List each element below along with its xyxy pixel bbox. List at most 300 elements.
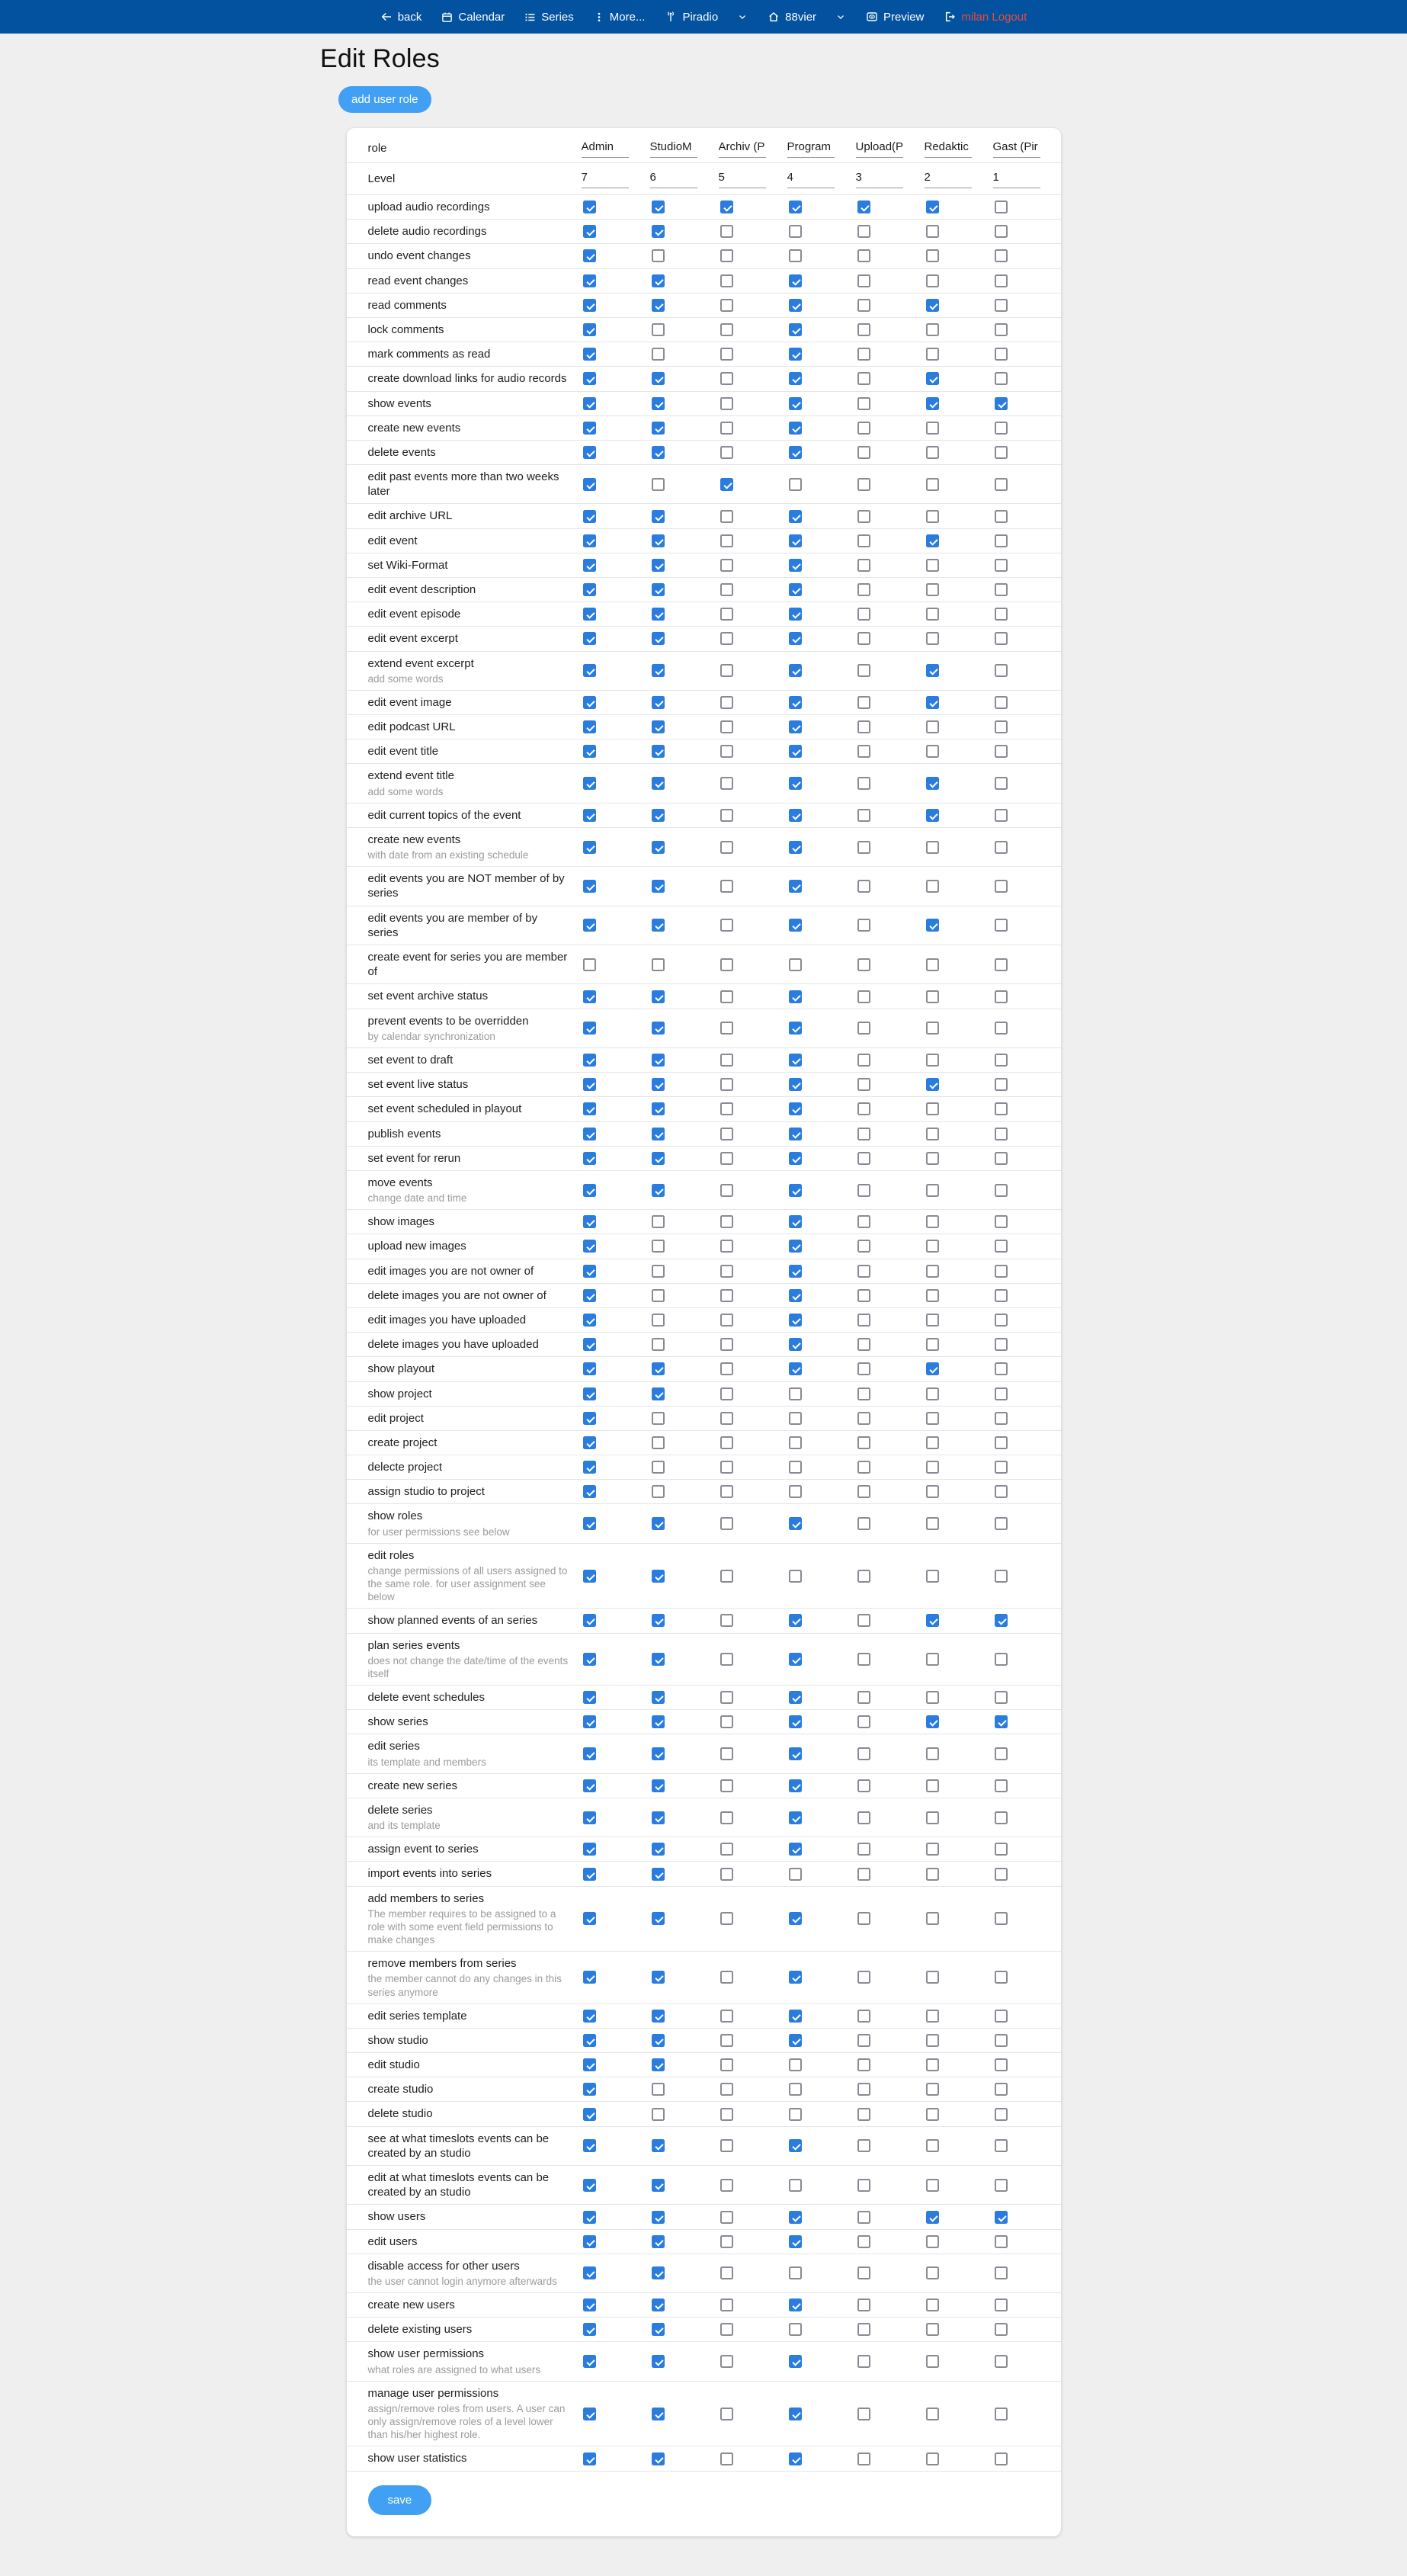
- permission-checkbox[interactable]: [926, 1152, 939, 1165]
- permission-checkbox[interactable]: [857, 1747, 870, 1760]
- permission-checkbox[interactable]: [789, 1436, 802, 1449]
- permission-checkbox[interactable]: [652, 1912, 665, 1925]
- permission-checkbox[interactable]: [652, 534, 665, 547]
- role-name-input[interactable]: [582, 139, 629, 158]
- permission-checkbox[interactable]: [720, 2139, 733, 2152]
- permission-checkbox[interactable]: [857, 323, 870, 336]
- permission-checkbox[interactable]: [857, 534, 870, 547]
- permission-checkbox[interactable]: [789, 2452, 802, 2465]
- permission-checkbox[interactable]: [995, 696, 1008, 709]
- role-level-input[interactable]: [993, 169, 1040, 188]
- permission-checkbox[interactable]: [995, 478, 1008, 491]
- permission-checkbox[interactable]: [583, 225, 596, 238]
- permission-checkbox[interactable]: [995, 1152, 1008, 1165]
- add-user-role-button[interactable]: add user role: [338, 86, 431, 113]
- permission-checkbox[interactable]: [857, 1436, 870, 1449]
- permission-checkbox[interactable]: [720, 274, 733, 287]
- permission-checkbox[interactable]: [926, 919, 939, 932]
- permission-checkbox[interactable]: [995, 777, 1008, 790]
- permission-checkbox[interactable]: [995, 2266, 1008, 2279]
- permission-checkbox[interactable]: [857, 880, 870, 893]
- permission-checkbox[interactable]: [857, 1102, 870, 1115]
- permission-checkbox[interactable]: [720, 2266, 733, 2279]
- permission-checkbox[interactable]: [652, 2452, 665, 2465]
- permission-checkbox[interactable]: [995, 299, 1008, 312]
- permission-checkbox[interactable]: [926, 1289, 939, 1302]
- permission-checkbox[interactable]: [995, 990, 1008, 1003]
- permission-checkbox[interactable]: [995, 2299, 1008, 2311]
- permission-checkbox[interactable]: [926, 664, 939, 677]
- permission-checkbox[interactable]: [857, 274, 870, 287]
- permission-checkbox[interactable]: [583, 397, 596, 410]
- permission-checkbox[interactable]: [995, 1240, 1008, 1253]
- permission-checkbox[interactable]: [789, 1338, 802, 1351]
- permission-checkbox[interactable]: [789, 1022, 802, 1035]
- permission-checkbox[interactable]: [995, 1653, 1008, 1666]
- permission-checkbox[interactable]: [926, 745, 939, 758]
- permission-checkbox[interactable]: [652, 1289, 665, 1302]
- permission-checkbox[interactable]: [652, 1715, 665, 1728]
- permission-checkbox[interactable]: [926, 2299, 939, 2311]
- role-name-input[interactable]: [650, 139, 697, 158]
- permission-checkbox[interactable]: [720, 1338, 733, 1351]
- permission-checkbox[interactable]: [583, 1811, 596, 1824]
- permission-checkbox[interactable]: [652, 990, 665, 1003]
- permission-checkbox[interactable]: [789, 2299, 802, 2311]
- permission-checkbox[interactable]: [789, 583, 802, 596]
- permission-checkbox[interactable]: [995, 397, 1008, 410]
- permission-checkbox[interactable]: [720, 632, 733, 645]
- permission-checkbox[interactable]: [926, 1843, 939, 1856]
- permission-checkbox[interactable]: [720, 1362, 733, 1375]
- permission-checkbox[interactable]: [995, 809, 1008, 822]
- permission-checkbox[interactable]: [720, 720, 733, 733]
- role-name-input[interactable]: [856, 139, 903, 158]
- permission-checkbox[interactable]: [720, 299, 733, 312]
- permission-checkbox[interactable]: [995, 1289, 1008, 1302]
- permission-checkbox[interactable]: [995, 1078, 1008, 1091]
- permission-checkbox[interactable]: [926, 632, 939, 645]
- permission-checkbox[interactable]: [720, 1461, 733, 1474]
- permission-checkbox[interactable]: [789, 534, 802, 547]
- permission-checkbox[interactable]: [926, 1653, 939, 1666]
- permission-checkbox[interactable]: [583, 583, 596, 596]
- piradio-dropdown-chevron-icon[interactable]: [737, 11, 748, 22]
- permission-checkbox[interactable]: [857, 348, 870, 361]
- permission-checkbox[interactable]: [926, 990, 939, 1003]
- permission-checkbox[interactable]: [583, 2108, 596, 2121]
- permission-checkbox[interactable]: [926, 1362, 939, 1375]
- permission-checkbox[interactable]: [789, 2323, 802, 2336]
- permission-checkbox[interactable]: [789, 1912, 802, 1925]
- permission-checkbox[interactable]: [857, 200, 870, 213]
- permission-checkbox[interactable]: [857, 1128, 870, 1140]
- permission-checkbox[interactable]: [583, 1022, 596, 1035]
- permission-checkbox[interactable]: [995, 1436, 1008, 1449]
- permission-checkbox[interactable]: [926, 1461, 939, 1474]
- permission-checkbox[interactable]: [857, 1614, 870, 1627]
- permission-checkbox[interactable]: [926, 1779, 939, 1792]
- permission-checkbox[interactable]: [857, 1653, 870, 1666]
- permission-checkbox[interactable]: [789, 1102, 802, 1115]
- permission-checkbox[interactable]: [720, 1614, 733, 1627]
- permission-checkbox[interactable]: [652, 1412, 665, 1425]
- permission-checkbox[interactable]: [857, 1215, 870, 1228]
- permission-checkbox[interactable]: [789, 323, 802, 336]
- permission-checkbox[interactable]: [720, 1570, 733, 1583]
- role-level-input[interactable]: [582, 169, 629, 188]
- permission-checkbox[interactable]: [995, 2010, 1008, 2023]
- piradio-nav-item[interactable]: Piradio: [665, 11, 748, 24]
- permission-checkbox[interactable]: [583, 958, 596, 971]
- permission-checkbox[interactable]: [652, 1811, 665, 1824]
- permission-checkbox[interactable]: [720, 2010, 733, 2023]
- permission-checkbox[interactable]: [926, 880, 939, 893]
- permission-checkbox[interactable]: [789, 1715, 802, 1728]
- permission-checkbox[interactable]: [789, 225, 802, 238]
- permission-checkbox[interactable]: [995, 200, 1008, 213]
- permission-checkbox[interactable]: [720, 1128, 733, 1140]
- permission-checkbox[interactable]: [926, 809, 939, 822]
- permission-checkbox[interactable]: [995, 1971, 1008, 1984]
- permission-checkbox[interactable]: [583, 809, 596, 822]
- permission-checkbox[interactable]: [652, 2139, 665, 2152]
- permission-checkbox[interactable]: [583, 2355, 596, 2368]
- permission-checkbox[interactable]: [583, 608, 596, 621]
- permission-checkbox[interactable]: [789, 990, 802, 1003]
- permission-checkbox[interactable]: [926, 958, 939, 971]
- permission-checkbox[interactable]: [583, 2266, 596, 2279]
- permission-checkbox[interactable]: [789, 372, 802, 385]
- permission-checkbox[interactable]: [652, 720, 665, 733]
- permission-checkbox[interactable]: [789, 1779, 802, 1792]
- permission-checkbox[interactable]: [857, 664, 870, 677]
- permission-checkbox[interactable]: [789, 1128, 802, 1140]
- permission-checkbox[interactable]: [652, 510, 665, 523]
- permission-checkbox[interactable]: [789, 2058, 802, 2071]
- permission-checkbox[interactable]: [995, 559, 1008, 572]
- permission-checkbox[interactable]: [583, 2179, 596, 2192]
- permission-checkbox[interactable]: [857, 1485, 870, 1498]
- permission-checkbox[interactable]: [652, 2179, 665, 2192]
- permission-checkbox[interactable]: [857, 397, 870, 410]
- permission-checkbox[interactable]: [720, 2108, 733, 2121]
- series-nav-item[interactable]: Series: [524, 11, 574, 24]
- permission-checkbox[interactable]: [857, 841, 870, 854]
- permission-checkbox[interactable]: [995, 1412, 1008, 1425]
- permission-checkbox[interactable]: [926, 348, 939, 361]
- permission-checkbox[interactable]: [995, 422, 1008, 435]
- permission-checkbox[interactable]: [652, 1485, 665, 1498]
- permission-checkbox[interactable]: [857, 696, 870, 709]
- permission-checkbox[interactable]: [583, 422, 596, 435]
- permission-checkbox[interactable]: [583, 880, 596, 893]
- permission-checkbox[interactable]: [995, 2452, 1008, 2465]
- permission-checkbox[interactable]: [583, 1152, 596, 1165]
- permission-checkbox[interactable]: [720, 1691, 733, 1704]
- permission-checkbox[interactable]: [995, 1691, 1008, 1704]
- permission-checkbox[interactable]: [583, 1387, 596, 1400]
- permission-checkbox[interactable]: [720, 2323, 733, 2336]
- permission-checkbox[interactable]: [789, 1412, 802, 1425]
- permission-checkbox[interactable]: [995, 1570, 1008, 1583]
- permission-checkbox[interactable]: [926, 2452, 939, 2465]
- permission-checkbox[interactable]: [789, 1653, 802, 1666]
- permission-checkbox[interactable]: [720, 1868, 733, 1881]
- permission-checkbox[interactable]: [789, 1265, 802, 1278]
- permission-checkbox[interactable]: [789, 559, 802, 572]
- permission-checkbox[interactable]: [789, 422, 802, 435]
- permission-checkbox[interactable]: [720, 841, 733, 854]
- permission-checkbox[interactable]: [720, 1811, 733, 1824]
- permission-checkbox[interactable]: [995, 608, 1008, 621]
- permission-checkbox[interactable]: [720, 696, 733, 709]
- permission-checkbox[interactable]: [652, 1747, 665, 1760]
- permission-checkbox[interactable]: [857, 1022, 870, 1035]
- permission-checkbox[interactable]: [857, 2083, 870, 2096]
- permission-checkbox[interactable]: [652, 299, 665, 312]
- permission-checkbox[interactable]: [720, 1184, 733, 1197]
- permission-checkbox[interactable]: [857, 1078, 870, 1091]
- permission-checkbox[interactable]: [926, 1387, 939, 1400]
- permission-checkbox[interactable]: [583, 2139, 596, 2152]
- permission-checkbox[interactable]: [652, 2408, 665, 2420]
- permission-checkbox[interactable]: [926, 1022, 939, 1035]
- permission-checkbox[interactable]: [583, 510, 596, 523]
- permission-checkbox[interactable]: [583, 2034, 596, 2047]
- permission-checkbox[interactable]: [583, 348, 596, 361]
- permission-checkbox[interactable]: [720, 225, 733, 238]
- permission-checkbox[interactable]: [789, 2235, 802, 2248]
- permission-checkbox[interactable]: [652, 919, 665, 932]
- permission-checkbox[interactable]: [789, 1215, 802, 1228]
- permission-checkbox[interactable]: [720, 1215, 733, 1228]
- permission-checkbox[interactable]: [995, 1868, 1008, 1881]
- permission-checkbox[interactable]: [857, 2323, 870, 2336]
- permission-checkbox[interactable]: [789, 249, 802, 262]
- permission-checkbox[interactable]: [789, 1868, 802, 1881]
- permission-checkbox[interactable]: [720, 323, 733, 336]
- permission-checkbox[interactable]: [652, 745, 665, 758]
- permission-checkbox[interactable]: [995, 2058, 1008, 2071]
- permission-checkbox[interactable]: [583, 2211, 596, 2224]
- permission-checkbox[interactable]: [652, 1868, 665, 1881]
- permission-checkbox[interactable]: [652, 1338, 665, 1351]
- permission-checkbox[interactable]: [995, 446, 1008, 459]
- permission-checkbox[interactable]: [857, 249, 870, 262]
- permission-checkbox[interactable]: [926, 2083, 939, 2096]
- permission-checkbox[interactable]: [926, 2058, 939, 2071]
- permission-checkbox[interactable]: [789, 745, 802, 758]
- permission-checkbox[interactable]: [652, 1653, 665, 1666]
- save-button[interactable]: save: [368, 2485, 432, 2515]
- permission-checkbox[interactable]: [652, 777, 665, 790]
- permission-checkbox[interactable]: [720, 990, 733, 1003]
- permission-checkbox[interactable]: [583, 1102, 596, 1115]
- permission-checkbox[interactable]: [720, 2083, 733, 2096]
- permission-checkbox[interactable]: [789, 200, 802, 213]
- permission-checkbox[interactable]: [583, 200, 596, 213]
- role-level-input[interactable]: [719, 169, 766, 188]
- permission-checkbox[interactable]: [995, 249, 1008, 262]
- permission-checkbox[interactable]: [857, 2235, 870, 2248]
- permission-checkbox[interactable]: [720, 422, 733, 435]
- permission-checkbox[interactable]: [583, 1265, 596, 1278]
- permission-checkbox[interactable]: [789, 2355, 802, 2368]
- permission-checkbox[interactable]: [995, 1843, 1008, 1856]
- permission-checkbox[interactable]: [720, 777, 733, 790]
- permission-checkbox[interactable]: [995, 720, 1008, 733]
- permission-checkbox[interactable]: [926, 1265, 939, 1278]
- permission-checkbox[interactable]: [995, 510, 1008, 523]
- permission-checkbox[interactable]: [652, 2266, 665, 2279]
- permission-checkbox[interactable]: [720, 1412, 733, 1425]
- permission-checkbox[interactable]: [583, 1971, 596, 1984]
- permission-checkbox[interactable]: [652, 2299, 665, 2311]
- permission-checkbox[interactable]: [926, 2108, 939, 2121]
- permission-checkbox[interactable]: [720, 1054, 733, 1067]
- permission-checkbox[interactable]: [857, 1265, 870, 1278]
- permission-checkbox[interactable]: [789, 1811, 802, 1824]
- permission-checkbox[interactable]: [857, 510, 870, 523]
- permission-checkbox[interactable]: [857, 446, 870, 459]
- permission-checkbox[interactable]: [720, 1779, 733, 1792]
- permission-checkbox[interactable]: [926, 696, 939, 709]
- permission-checkbox[interactable]: [995, 1128, 1008, 1140]
- permission-checkbox[interactable]: [720, 1289, 733, 1302]
- permission-checkbox[interactable]: [926, 1338, 939, 1351]
- permission-checkbox[interactable]: [995, 323, 1008, 336]
- permission-checkbox[interactable]: [926, 1215, 939, 1228]
- permission-checkbox[interactable]: [926, 274, 939, 287]
- permission-checkbox[interactable]: [789, 809, 802, 822]
- permission-checkbox[interactable]: [926, 1054, 939, 1067]
- permission-checkbox[interactable]: [583, 299, 596, 312]
- permission-checkbox[interactable]: [652, 559, 665, 572]
- permission-checkbox[interactable]: [857, 372, 870, 385]
- permission-checkbox[interactable]: [720, 1747, 733, 1760]
- permission-checkbox[interactable]: [720, 2299, 733, 2311]
- permission-checkbox[interactable]: [857, 1152, 870, 1165]
- permission-checkbox[interactable]: [652, 1362, 665, 1375]
- permission-checkbox[interactable]: [583, 2083, 596, 2096]
- permission-checkbox[interactable]: [995, 1054, 1008, 1067]
- permission-checkbox[interactable]: [652, 664, 665, 677]
- permission-checkbox[interactable]: [789, 2083, 802, 2096]
- permission-checkbox[interactable]: [583, 1412, 596, 1425]
- permission-checkbox[interactable]: [789, 958, 802, 971]
- permission-checkbox[interactable]: [789, 2211, 802, 2224]
- permission-checkbox[interactable]: [720, 1387, 733, 1400]
- permission-checkbox[interactable]: [857, 422, 870, 435]
- permission-checkbox[interactable]: [789, 1691, 802, 1704]
- permission-checkbox[interactable]: [926, 2235, 939, 2248]
- permission-checkbox[interactable]: [995, 1338, 1008, 1351]
- permission-checkbox[interactable]: [583, 1691, 596, 1704]
- permission-checkbox[interactable]: [789, 1843, 802, 1856]
- permission-checkbox[interactable]: [926, 583, 939, 596]
- permission-checkbox[interactable]: [652, 1184, 665, 1197]
- permission-checkbox[interactable]: [857, 2179, 870, 2192]
- permission-checkbox[interactable]: [857, 1338, 870, 1351]
- permission-checkbox[interactable]: [857, 1811, 870, 1824]
- permission-checkbox[interactable]: [652, 2355, 665, 2368]
- permission-checkbox[interactable]: [926, 2139, 939, 2152]
- permission-checkbox[interactable]: [926, 323, 939, 336]
- permission-checkbox[interactable]: [857, 1691, 870, 1704]
- permission-checkbox[interactable]: [857, 745, 870, 758]
- permission-checkbox[interactable]: [857, 1843, 870, 1856]
- permission-checkbox[interactable]: [652, 397, 665, 410]
- permission-checkbox[interactable]: [720, 1653, 733, 1666]
- permission-checkbox[interactable]: [995, 1779, 1008, 1792]
- permission-checkbox[interactable]: [652, 1614, 665, 1627]
- permission-checkbox[interactable]: [789, 2034, 802, 2047]
- permission-checkbox[interactable]: [857, 1715, 870, 1728]
- permission-checkbox[interactable]: [789, 696, 802, 709]
- permission-checkbox[interactable]: [789, 777, 802, 790]
- permission-checkbox[interactable]: [995, 1022, 1008, 1035]
- permission-checkbox[interactable]: [995, 745, 1008, 758]
- permission-checkbox[interactable]: [789, 1461, 802, 1474]
- permission-checkbox[interactable]: [720, 745, 733, 758]
- permission-checkbox[interactable]: [652, 1215, 665, 1228]
- permission-checkbox[interactable]: [583, 249, 596, 262]
- role-name-input[interactable]: [925, 139, 972, 158]
- permission-checkbox[interactable]: [789, 1570, 802, 1583]
- permission-checkbox[interactable]: [789, 2408, 802, 2420]
- permission-checkbox[interactable]: [926, 249, 939, 262]
- permission-checkbox[interactable]: [789, 2266, 802, 2279]
- permission-checkbox[interactable]: [583, 664, 596, 677]
- permission-checkbox[interactable]: [857, 990, 870, 1003]
- permission-checkbox[interactable]: [720, 880, 733, 893]
- permission-checkbox[interactable]: [583, 2299, 596, 2311]
- permission-checkbox[interactable]: [926, 1078, 939, 1091]
- permission-checkbox[interactable]: [583, 1436, 596, 1449]
- permission-checkbox[interactable]: [857, 2211, 870, 2224]
- permission-checkbox[interactable]: [583, 1570, 596, 1583]
- permission-checkbox[interactable]: [995, 1102, 1008, 1115]
- permission-checkbox[interactable]: [789, 510, 802, 523]
- permission-checkbox[interactable]: [789, 1485, 802, 1498]
- permission-checkbox[interactable]: [926, 1912, 939, 1925]
- permission-checkbox[interactable]: [995, 2323, 1008, 2336]
- preview-nav-item[interactable]: Preview: [866, 11, 924, 24]
- permission-checkbox[interactable]: [857, 777, 870, 790]
- permission-checkbox[interactable]: [926, 299, 939, 312]
- permission-checkbox[interactable]: [583, 2010, 596, 2023]
- permission-checkbox[interactable]: [926, 1128, 939, 1140]
- permission-checkbox[interactable]: [995, 2108, 1008, 2121]
- permission-checkbox[interactable]: [926, 1517, 939, 1530]
- permission-checkbox[interactable]: [720, 608, 733, 621]
- permission-checkbox[interactable]: [583, 1128, 596, 1140]
- permission-checkbox[interactable]: [926, 397, 939, 410]
- permission-checkbox[interactable]: [857, 720, 870, 733]
- permission-checkbox[interactable]: [857, 2034, 870, 2047]
- permission-checkbox[interactable]: [583, 1653, 596, 1666]
- permission-checkbox[interactable]: [789, 2179, 802, 2192]
- permission-checkbox[interactable]: [789, 1387, 802, 1400]
- permission-checkbox[interactable]: [720, 1436, 733, 1449]
- permission-checkbox[interactable]: [583, 841, 596, 854]
- permission-checkbox[interactable]: [857, 1184, 870, 1197]
- permission-checkbox[interactable]: [857, 583, 870, 596]
- permission-checkbox[interactable]: [857, 1240, 870, 1253]
- permission-checkbox[interactable]: [652, 1570, 665, 1583]
- permission-checkbox[interactable]: [583, 2058, 596, 2071]
